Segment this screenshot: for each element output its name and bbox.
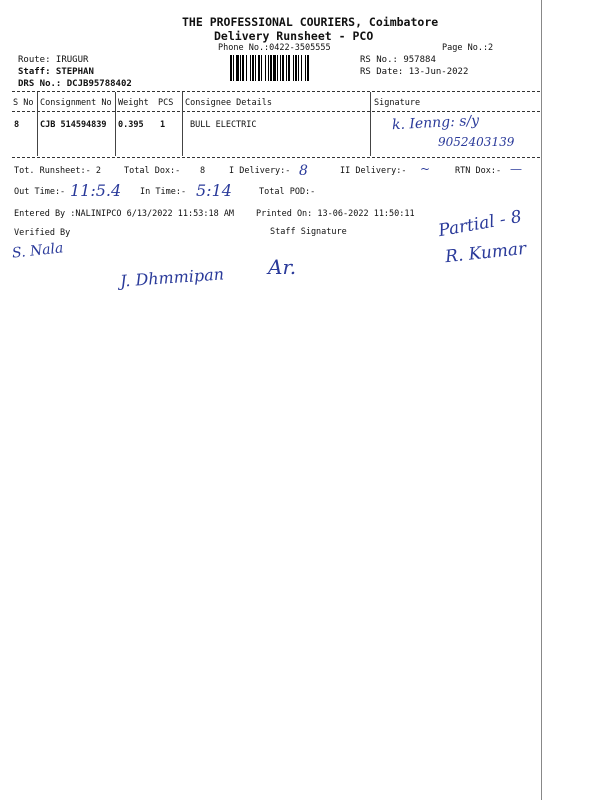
- row-weight: 0.395: [118, 120, 144, 130]
- row-consignment: CJB 514594839: [40, 120, 107, 130]
- barcode-bar: [252, 55, 254, 81]
- barcode: [230, 55, 334, 81]
- company-name: THE PROFESSIONAL COURIERS, Coimbatore: [182, 15, 439, 29]
- barcode-bar: [236, 55, 239, 81]
- ii-delivery-value: ~: [420, 162, 431, 176]
- staff-signature-label: Staff Signature: [270, 227, 347, 237]
- out-time-value: 11:5.4: [70, 181, 122, 200]
- barcode-bar: [242, 55, 244, 81]
- col-header-consignment: Consignment No: [40, 98, 112, 108]
- barcode-bar: [268, 55, 269, 81]
- barcode-bar: [277, 55, 278, 81]
- barcode-bar: [298, 55, 299, 81]
- barcode-bar: [265, 55, 266, 81]
- barcode-bar: [250, 55, 251, 81]
- barcode-bar: [286, 55, 287, 81]
- barcode-bar: [246, 55, 247, 81]
- out-time-label: Out Time:-: [14, 187, 66, 197]
- entered-by: Entered By :NALINIPCO 6/13/2022 11:53:18 AM: [14, 209, 235, 219]
- page-number: Page No.:2: [442, 43, 494, 53]
- col-header-pcs: PCS: [158, 98, 174, 108]
- ii-delivery-label: II Delivery:-: [340, 166, 407, 176]
- barcode-bar: [301, 55, 302, 81]
- row-sno: 8: [14, 120, 20, 130]
- col-divider: [37, 92, 38, 156]
- route: Route: IRUGUR: [18, 55, 89, 65]
- page-edge-line: [541, 0, 542, 800]
- rs-date: RS Date: 13-Jun-2022: [360, 67, 469, 77]
- barcode-bar: [261, 55, 262, 81]
- staff-name: Staff: STEPHAN: [18, 67, 94, 77]
- barcode-bar: [255, 55, 256, 81]
- table-bottom-line: [12, 157, 540, 158]
- col-divider: [182, 92, 183, 156]
- in-time-label: In Time:-: [140, 187, 187, 197]
- barcode-bar: [288, 55, 290, 81]
- barcode-bar: [240, 55, 241, 81]
- barcode-bar: [233, 55, 234, 81]
- col-header-sno: S No: [13, 98, 34, 108]
- col-divider: [115, 92, 116, 156]
- tot-runsheet: Tot. Runsheet:- 2: [14, 166, 101, 176]
- i-delivery-value: 8: [299, 163, 308, 179]
- row-phone-handwritten: 9052403139: [438, 135, 515, 149]
- table-header-line: [12, 111, 540, 112]
- row-signature-handwritten: k. Ienng: s/y: [391, 112, 480, 134]
- total-pod-label: Total POD:-: [259, 187, 316, 197]
- document-title: Delivery Runsheet - PCO: [214, 29, 374, 43]
- in-time-value: 5:14: [196, 181, 232, 200]
- verified-by-label: Verified By: [14, 228, 71, 238]
- col-divider: [370, 92, 371, 156]
- col-header-consignee: Consignee Details: [185, 98, 272, 108]
- verified-signature: S. Nala: [11, 240, 65, 262]
- total-dox-label: Total Dox:-: [124, 166, 181, 176]
- col-header-weight: Weight: [118, 98, 149, 108]
- handwritten-name: J. Dhmmipan: [119, 264, 225, 291]
- staff-signature: Ar.: [268, 255, 297, 279]
- barcode-bar: [307, 55, 309, 81]
- barcode-bar: [273, 55, 276, 81]
- row-consignee: BULL ELECTRIC: [190, 120, 257, 130]
- i-delivery-label: I Delivery:-: [229, 166, 291, 176]
- barcode-bar: [295, 55, 297, 81]
- partial-delivery-note: Partial - 8: [436, 206, 524, 242]
- row-pcs: 1: [160, 120, 166, 130]
- barcode-bar: [280, 55, 281, 81]
- rs-number: RS No.: 957884: [360, 55, 436, 65]
- barcode-bar: [293, 55, 294, 81]
- barcode-bar: [305, 55, 306, 81]
- drs-number: DRS No.: DCJB95788402: [18, 79, 132, 89]
- table-top-line: [12, 91, 540, 92]
- barcode-bar: [270, 55, 272, 81]
- phone-number: Phone No.:0422-3505555: [218, 43, 331, 53]
- rtn-dox-label: RTN Dox:-: [455, 166, 502, 176]
- total-dox-value: 8: [200, 166, 206, 176]
- col-header-signature: Signature: [374, 98, 421, 108]
- right-signature: R. Kumar: [444, 238, 528, 268]
- rtn-dox-value: —: [510, 162, 522, 176]
- barcode-bar: [230, 55, 232, 81]
- printed-on: Printed On: 13-06-2022 11:50:11: [256, 209, 415, 219]
- barcode-bar: [282, 55, 284, 81]
- barcode-bar: [258, 55, 260, 81]
